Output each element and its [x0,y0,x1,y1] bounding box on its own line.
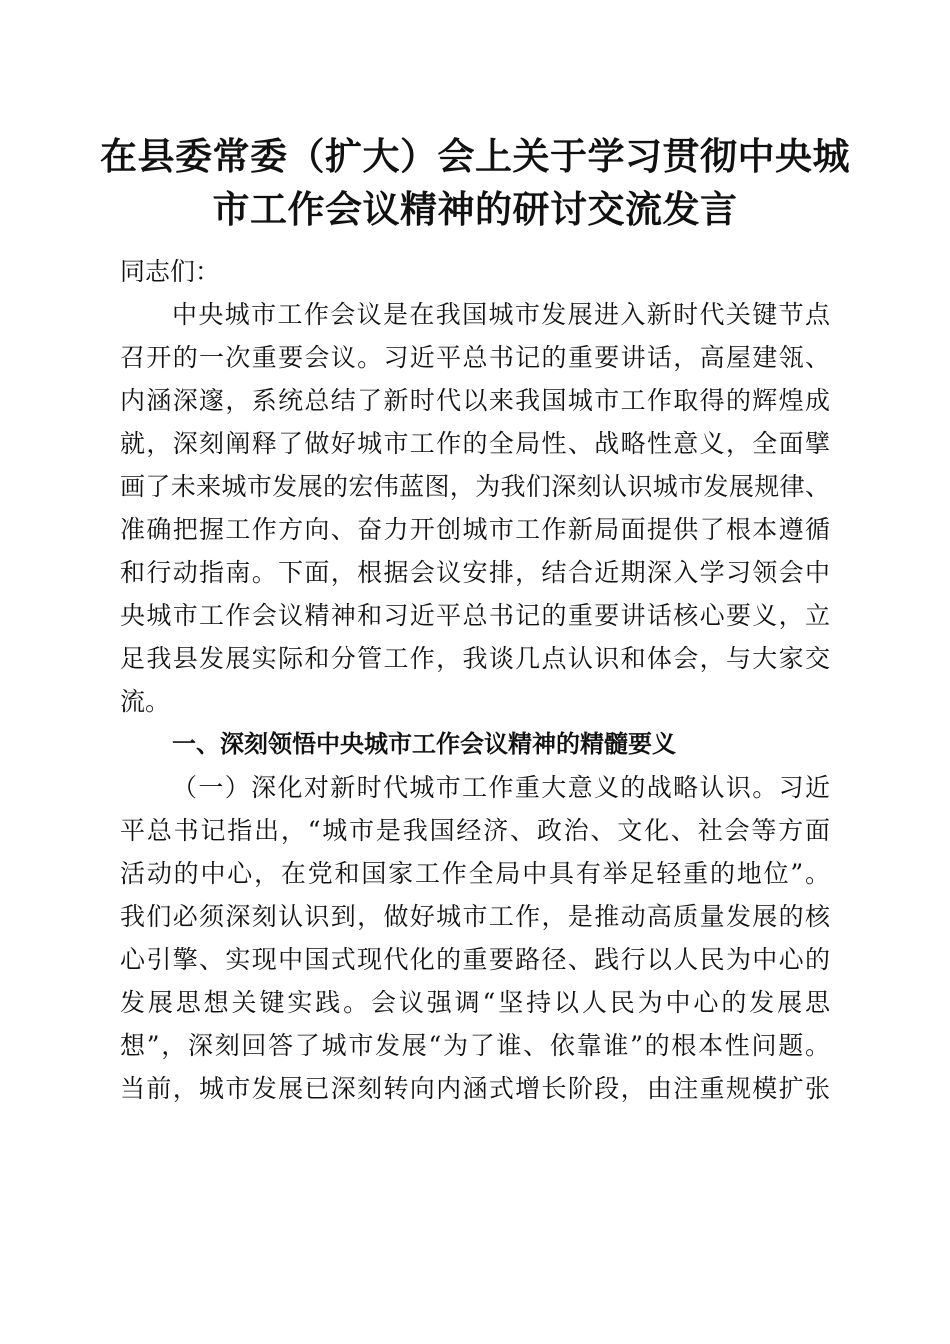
paragraph-line: 心引擎、实现中国式现代化的重要路径、践行以人民为中心的 [120,945,830,974]
paragraph-line: 想”，深刻回答了城市发展“为了谁、依靠谁”的根本性问题。 [120,1031,830,1060]
document-body [120,250,830,1110]
paragraph-line: 就，深刻阐释了做好城市工作的全局性、战略性意义，全面擘 [120,429,830,458]
paragraph-line: 央城市工作会议精神和习近平总书记的重要讲话核心要义，立 [120,601,830,630]
paragraph-line: 中央城市工作会议是在我国城市发展进入新时代关键节点 [172,300,830,329]
paragraph-line: 准确把握工作方向、奋力开创城市工作新局面提供了根本遵循 [120,515,830,544]
paragraph-line: 平总书记指出，“城市是我国经济、政治、文化、社会等方面 [120,816,830,845]
paragraph-line: 活动的中心，在党和国家工作全局中具有举足轻重的地位”。 [120,859,830,888]
paragraph-line: 流。 [120,687,171,716]
title-line-2: 市工作会议精神的研讨交流发言 [212,187,738,231]
paragraph-line: 我们必须深刻认识到，做好城市工作，是推动高质量发展的核 [120,902,830,931]
document-title [100,130,850,236]
paragraph-line: 发展思想关键实践。会议强调“坚持以人民为中心的发展思 [120,988,830,1017]
paragraph-line: 召开的一次重要会议。习近平总书记的重要讲话，高屋建瓴、 [120,343,830,372]
paragraph-line: 画了未来城市发展的宏伟蓝图，为我们深刻认识城市发展规律、 [120,472,830,501]
paragraph-1 [120,293,830,723]
paragraph-line: 内涵深邃，系统总结了新时代以来我国城市工作取得的辉煌成 [120,386,830,415]
salutation: 同志们： [120,257,221,286]
paragraph-2 [120,766,830,1110]
paragraph-line: （一）深化对新时代城市工作重大意义的战略认识。习近 [172,773,830,802]
paragraph-line: 当前，城市发展已深刻转向内涵式增长阶段，由注重规模扩张 [120,1074,830,1103]
section-heading: 一、深刻领悟中央城市工作会议精神的精髓要义 [172,730,676,758]
paragraph-line: 和行动指南。下面，根据会议安排，结合近期深入学习领会中 [120,558,830,587]
title-line-1: 在县委常委（扩大）会上关于学习贯彻中央城 [100,134,850,178]
paragraph-line: 足我县发展实际和分管工作，我谈几点认识和体会，与大家交 [120,644,830,673]
